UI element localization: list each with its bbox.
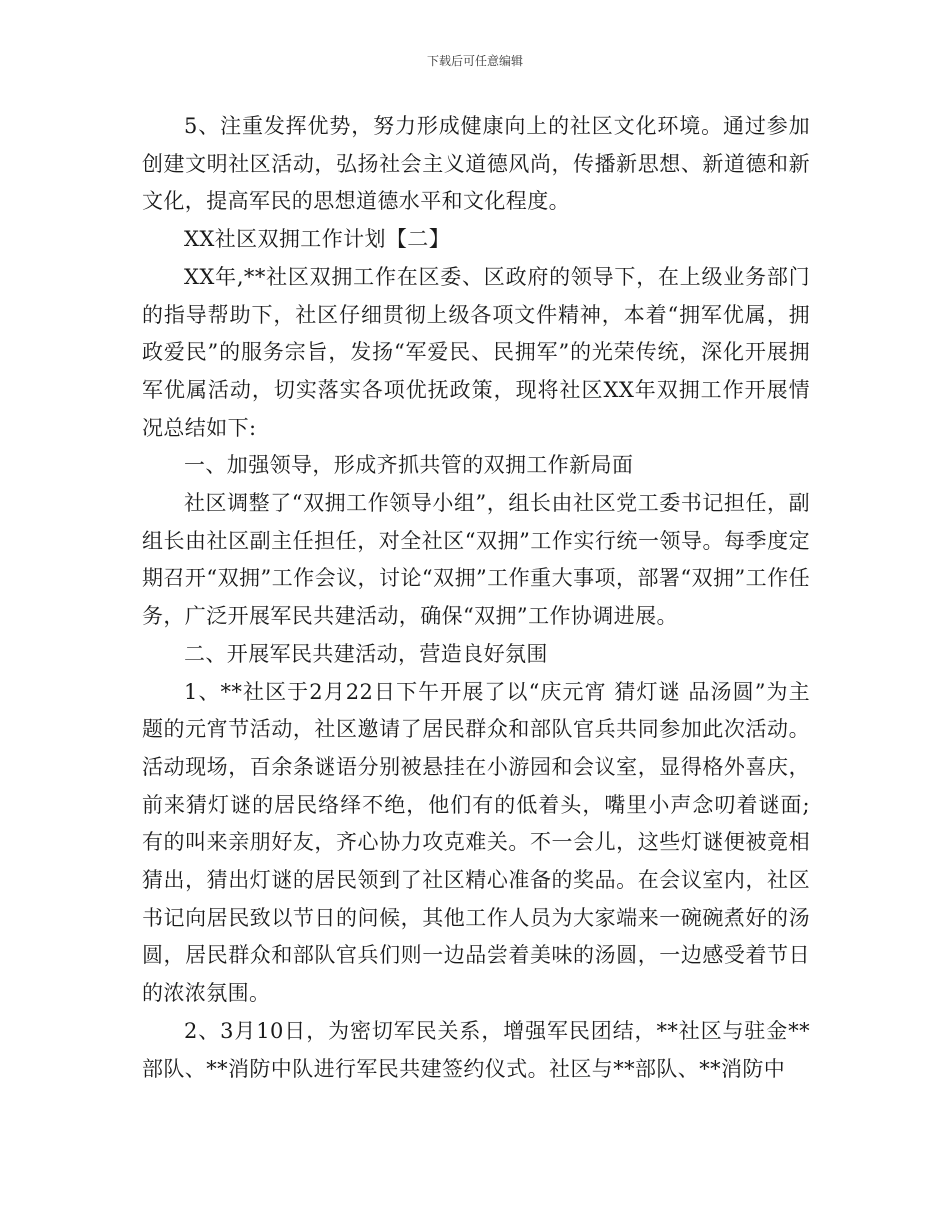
- paragraph-1: 5、注重发挥优势，努力形成健康向上的社区文化环境。通过参加创建文明社区活动，弘扬社会主义道德风尚，传播新思想、新道德和新文化，提高军民的思想道德水平和文化程度。: [142, 114, 810, 214]
- paragraph-signing: 2、3月10日，为密切军民关系，增强军民团结，**社区与驻金**部队、**消防中队进行军民共建签约仪式。社区与**部队、**消防中: [142, 1018, 810, 1081]
- page-header: 下载后可任意编辑: [426, 54, 523, 68]
- paragraph-leadership: 社区调整了“双拥工作领导小组”，组长由社区党工委书记担任，副组长由社区副主任担任，对全社区“双拥”工作实行统一领导。每季度定期召开“双拥”工作会议，讨论“双拥”工作重大事项，部署“双拥”工作任务，广泛开展军民共建活动，确保“双拥”工作协调进展。: [142, 491, 810, 629]
- section-title: XX社区双拥工作计划【二】: [184, 227, 451, 252]
- heading-2: 二、开展军民共建活动，营造良好氛围: [184, 641, 548, 666]
- document-body: [142, 108, 810, 1088]
- paragraph-intro: XX年,**社区双拥工作在区委、区政府的领导下，在上级业务部门的指导帮助下，社区仔细贯彻上级各项文件精神，本着“拥军优属，拥政爱民”的服务宗旨，发扬“军爱民、民拥军”的光荣传统，深化开展拥军优属活动，切实落实各项优抚政策，现将社区XX年双拥工作开展情况总结如下:: [142, 264, 810, 440]
- paragraph-lantern-festival: 1、**社区于2月22日下午开展了以“庆元宵 猜灯谜 品汤圆”为主题的元宵节活动，社区邀请了居民群众和部队官兵共同参加此次活动。活动现场，百余条谜语分别被悬挂在小游园和会议室，显得格外喜庆，前来猜灯谜的居民络绎不绝，他们有的低着头，嘴里小声念叨着谜面;有的叫来亲朋好友，齐心协力攻克难关。不一会儿，这些灯谜便被竟相猜出，猜出灯谜的居民领到了社区精心准备的奖品。在会议室内，社区书记向居民致以节日的问候，其他工作人员为大家端来一碗碗煮好的汤圆，居民群众和部队官兵们则一边品尝着美味的汤圆，一边感受着节日的浓浓氛围。: [142, 679, 810, 1006]
- heading-1: 一、加强领导，形成齐抓共管的双拥工作新局面: [184, 453, 634, 478]
